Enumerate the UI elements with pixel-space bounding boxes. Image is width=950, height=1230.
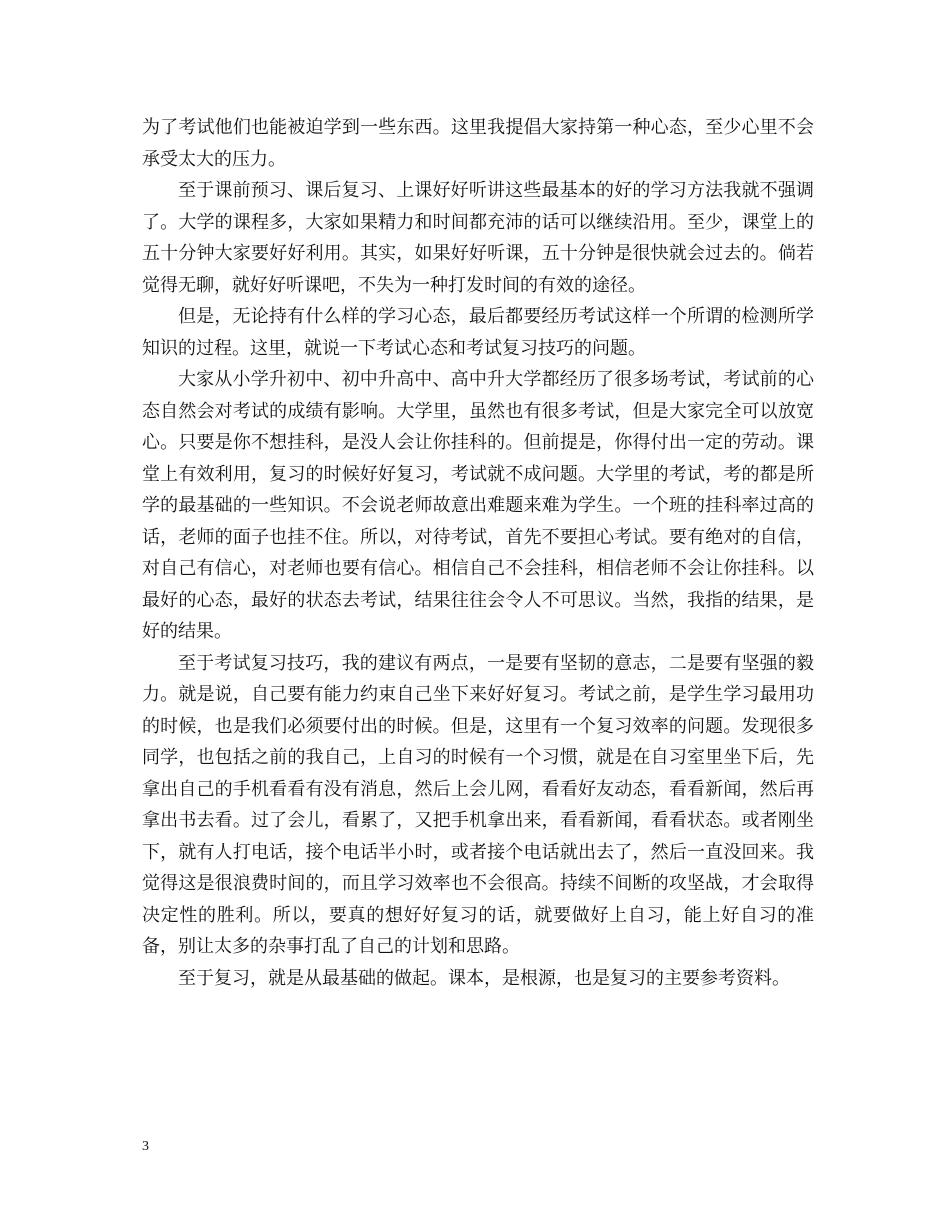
paragraph-5: 至于考试复习技巧，我的建议有两点，一是要有坚韧的意志，二是要有坚强的毅力。就是说，自己要有能力约束自己坐下来好好复习。考试之前，是学生学习最用功的时候，也是我们必须要付出的时候。但是，这里有一个复习效率的问题。发现很多同学，也包括之前的我自己，上自习的时候有一个习惯，就是在自习室里坐下后，先拿出自己的手机看看有没有消息，然后上会儿网，看看好友动态，看看新闻，然后再拿出书去看。过了会儿，看累了，又把手机拿出来，看看新闻，看看状态。或者刚坐下，就有人打电话，接个电话半小时，或者接个电话就出去了，然后一直没回来。我觉得这是很浪费时间的，而且学习效率也不会很高。持续不间断的攻坚战，才会取得决定性的胜利。所以，要真的想好好复习的话，就要做好上自习，能上好自习的准备，别让太多的杂事打乱了自己的计划和思路。 [142,652,814,957]
document-body [142,112,814,994]
paragraph-2: 至于课前预习、课后复习、上课好好听讲这些最基本的好的学习方法我就不强调了。大学的课程多，大家如果精力和时间都充沛的话可以继续沿用。至少，课堂上的五十分钟大家要好好利用。其实，如果好好听课，五十分钟是很快就会过去的。倘若觉得无聊，就好好听课吧，不失为一种打发时间的有效的途径。 [142,180,814,296]
paragraph-6: 至于复习，就是从最基础的做起。课本，是根源，也是复习的主要参考资料。 [178,967,790,989]
page-number: 3 [142,1139,149,1154]
paragraph-1: 为了考试他们也能被迫学到一些东西。这里我提倡大家持第一种心态，至少心里不会承受太大的压力。 [142,117,814,170]
paragraph-4: 大家从小学升初中、初中升高中、高中升大学都经历了很多场考试，考试前的心态自然会对考试的成绩有影响。大学里，虽然也有很多考试，但是大家完全可以放宽心。只要是你不想挂科，是没人会让你挂科的。但前提是，你得付出一定的劳动。课堂上有效利用，复习的时候好好复习，考试就不成问题。大学里的考试，考的都是所学的最基础的一些知识。不会说老师故意出难题来难为学生。一个班的挂科率过高的话，老师的面子也挂不住。所以，对待考试，首先不要担心考试。要有绝对的自信，对自己有信心，对老师也要有信心。相信自己不会挂科，相信老师不会让你挂科。以最好的心态，最好的状态去考试，结果往往会令人不可思议。当然，我指的结果，是好的结果。 [142,369,814,642]
paragraph-3: 但是，无论持有什么样的学习心态，最后都要经历考试这样一个所谓的检测所学知识的过程。这里，就说一下考试心态和考试复习技巧的问题。 [142,306,814,359]
